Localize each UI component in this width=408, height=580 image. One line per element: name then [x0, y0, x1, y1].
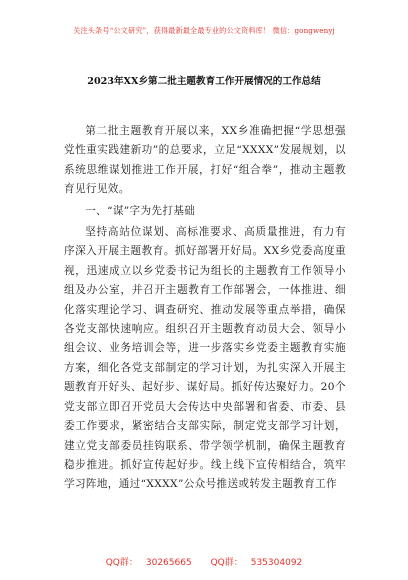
intro-paragraph: 第二批主题教育开展以来，XX乡准确把握“学思想强党性重实践建新功”的总要求，立足“XXXX”发展规划，以系统思维谋划推进工作开展，打好“组合拳”，推动主题教育见行见效。: [64, 125, 346, 196]
qq-label-2: QQ群：: [210, 558, 243, 568]
document-title: 2023年XX乡第二批主题教育工作开展情况的工作总结: [87, 76, 321, 87]
section-heading: 一、“谋”字为先打基础: [85, 204, 196, 217]
document-body: [64, 122, 346, 495]
qq-number-2: 535304092: [250, 558, 303, 568]
qq-group-1: [102, 558, 196, 568]
qq-number-1: 30265665: [145, 558, 192, 568]
header-banner: 关注头条号“公文研究”，获得最新最全最专业的公文资料库！ 微信：gongwenyj: [73, 26, 335, 35]
qq-label-1: QQ群：: [105, 558, 138, 568]
footer-qq-groups: [0, 555, 408, 568]
body-paragraph: 坚持高站位谋划、高标准要求、高质量推进，有力有序深入开展主题教育。抓好部署开好局。XX乡党委高度重视，迅速成立以乡党委书记为组长的主题教育工作领导小组及办公室，并召开主题教育工作部署会，一体推进、细化落实理论学习、调查研究、推动发展等重点举措，确保各党支部快速响应。组织召开主题教育动员大会、领导小组会议、业务培训会等，进一步落实乡党委主题教育实施方案，细化各党支部制定的学习计划，为扎实深入开展主题教育开好头、起好步、谋好局。抓好传达聚好力。20个党支部立即召开党员大会传达中央部署和省委、市委、县委工作要求，紧密结合支部实际，制定党支部学习计划，建立党支部委员挂钩联系、带学领学机制，确保主题教育稳步推进。抓好宣传起好步。线上线下宣传相结合，筑牢学习阵地，通过“XXXX”公众号推送或转发主题教育工作: [64, 226, 346, 491]
qq-group-2: [207, 558, 307, 568]
